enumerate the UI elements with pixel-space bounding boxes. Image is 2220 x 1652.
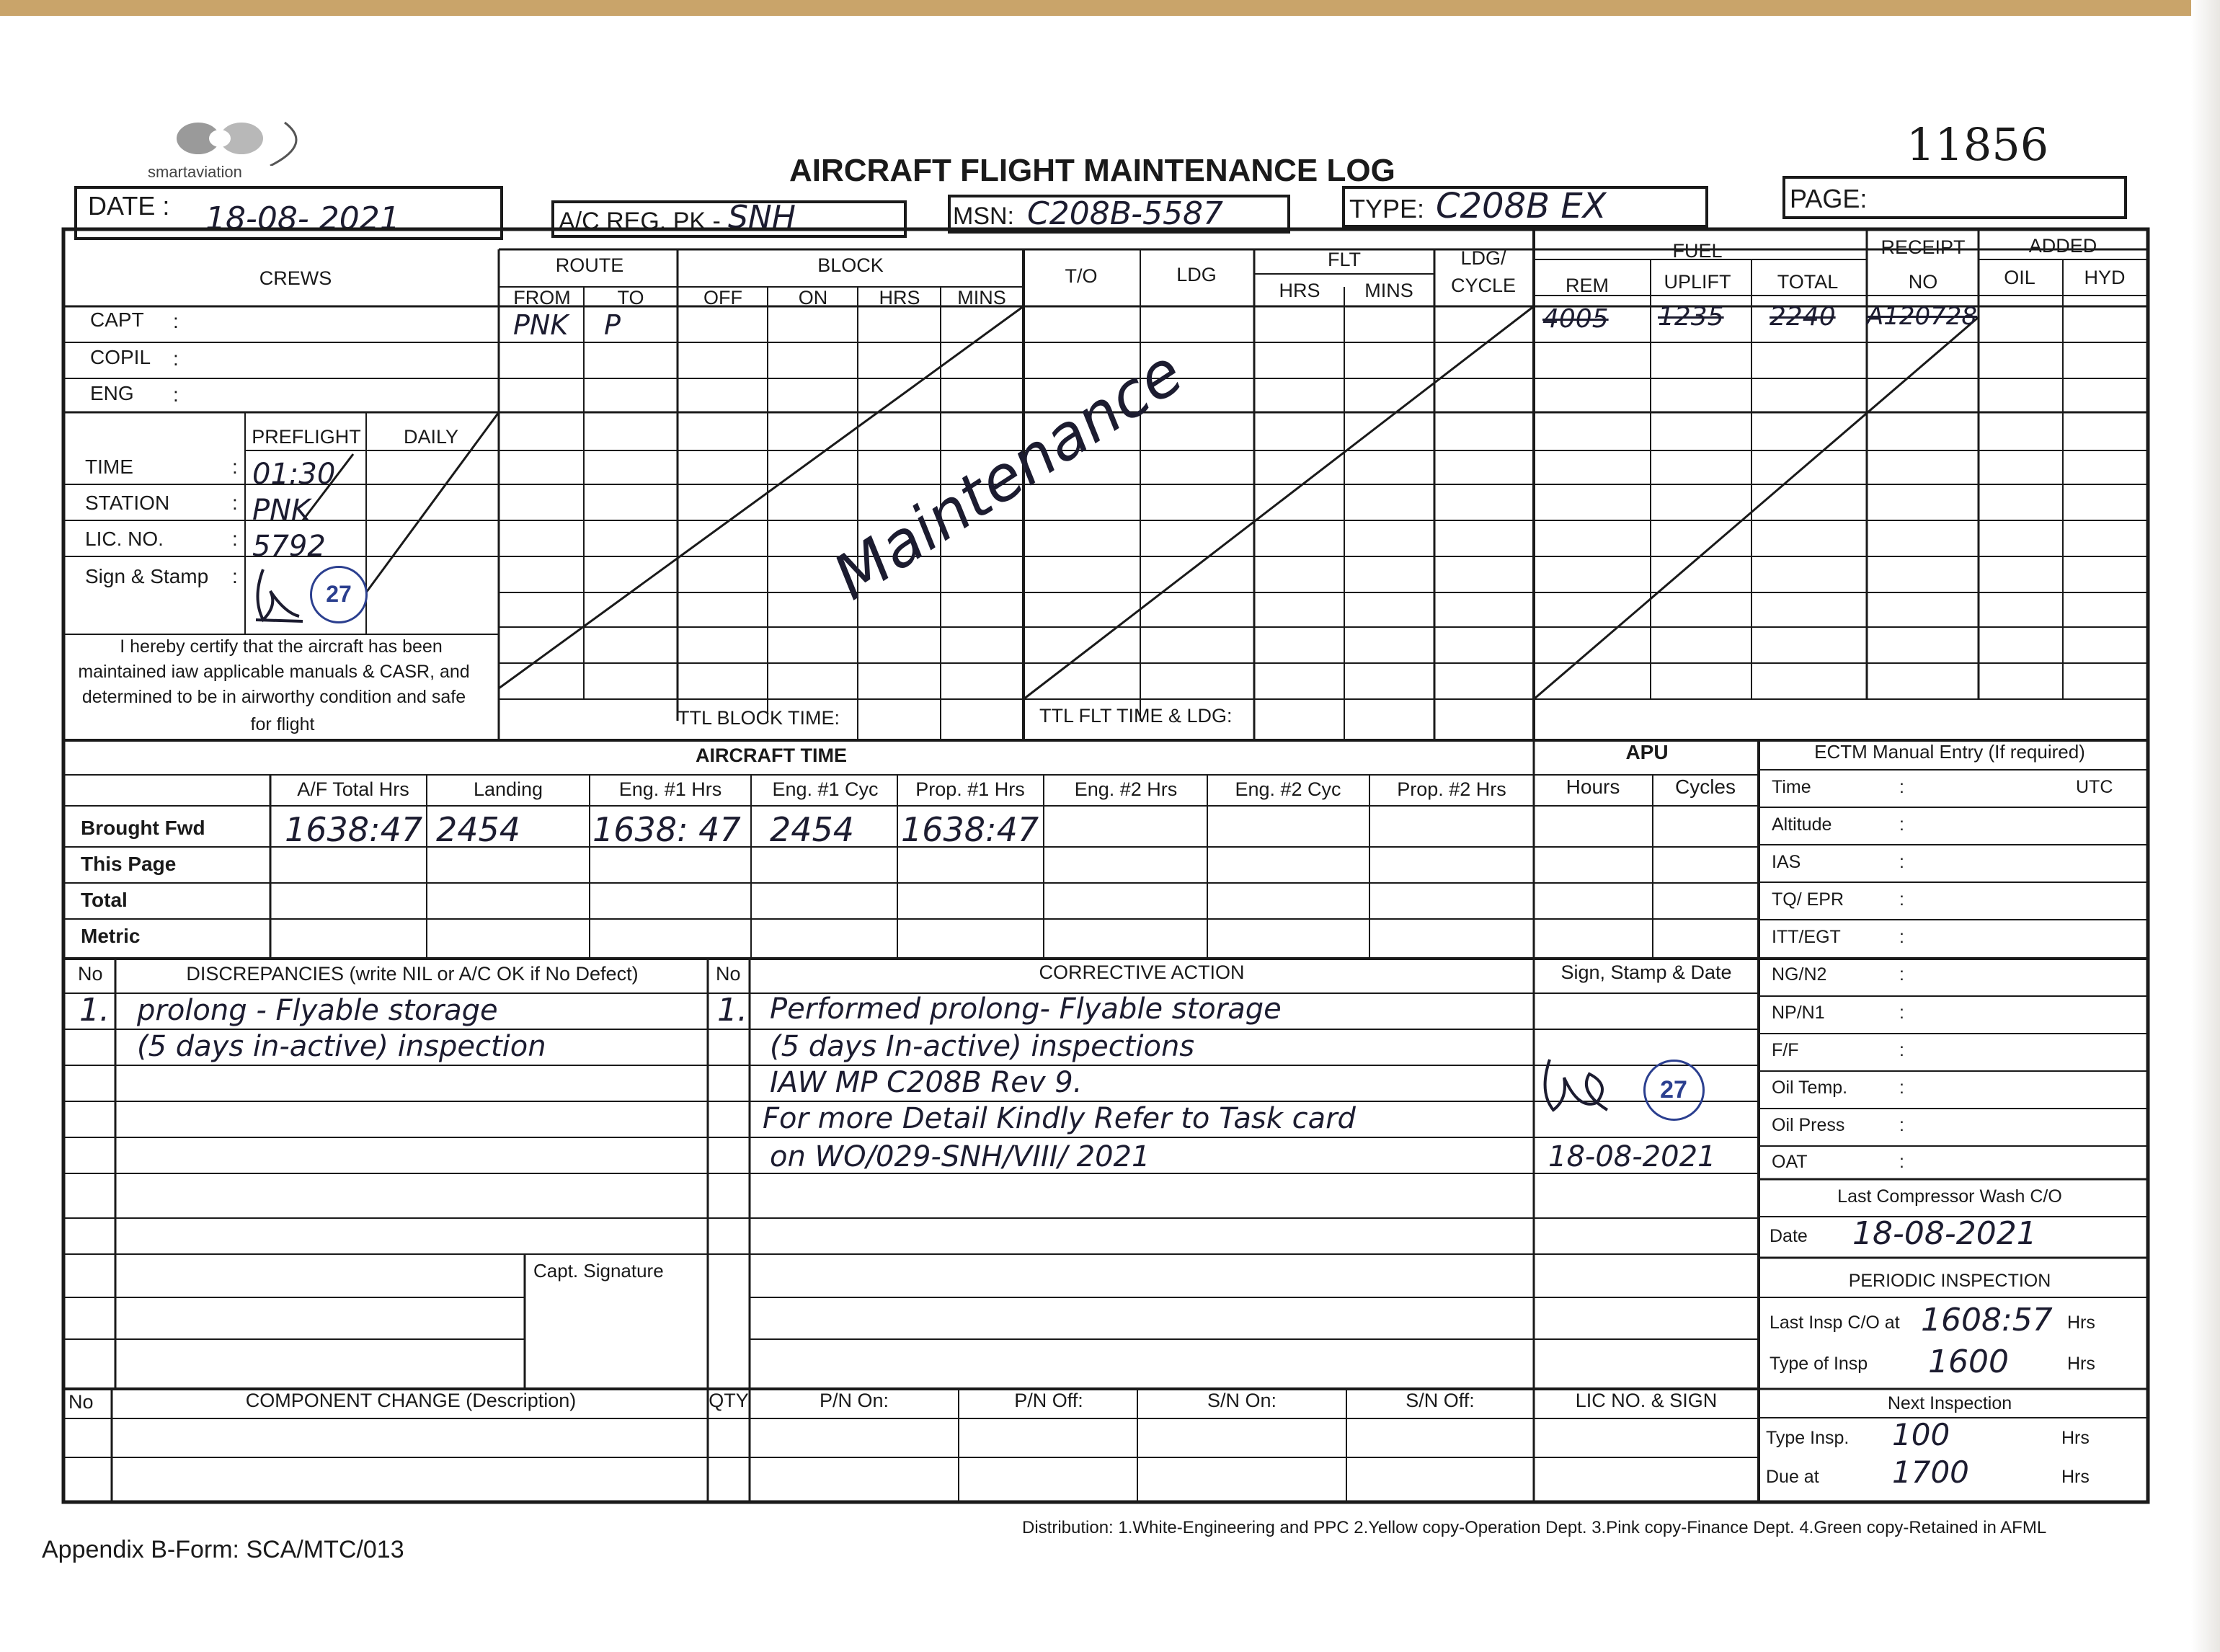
msn-value: C208B-5587 (1027, 195, 1223, 232)
last-insp-value: 1608:57 (1921, 1302, 2053, 1338)
bf-af-total: 1638:47 (285, 810, 423, 849)
capt-label: CAPT (90, 308, 144, 331)
col-eng1-hrs: Eng. #1 Hrs (618, 778, 722, 800)
eng-colon: : (173, 383, 179, 406)
receipt-value: A120728 (1867, 302, 1978, 331)
next-due-label: Due at (1766, 1467, 1819, 1487)
route-to-value: P (604, 309, 621, 341)
ectm-colon-0: : (1899, 777, 1904, 797)
preflight-colon-2: : (232, 492, 238, 514)
corrective-sign-date: 18-08-2021 (1548, 1140, 1716, 1173)
msn-label: MSN: (953, 203, 1014, 230)
comp-qty: QTY (709, 1390, 749, 1411)
block-on: ON (798, 287, 828, 308)
ectm-ias: IAS (1772, 852, 1801, 872)
ectm-colon-4: : (1899, 927, 1904, 947)
last-insp-label: Last Insp C/O at (1770, 1313, 1900, 1333)
corr-line-5: on WO/029-SNH/VIII/ 2021 (770, 1140, 1150, 1173)
certify-line-4: for flight (250, 714, 315, 734)
route-from-value: PNK (513, 309, 569, 341)
next-type-value: 100 (1892, 1417, 1950, 1452)
fuel-uplift-value: 1235 (1658, 302, 1724, 332)
apu-hours: Hours (1566, 776, 1620, 798)
eng-label: ENG (90, 382, 134, 404)
ectm-colon-9: : (1899, 1115, 1904, 1135)
ttl-block-time: TTL BLOCK TIME: (678, 707, 840, 729)
corrective-stamp-number: 27 (1660, 1076, 1687, 1103)
corrective-signature (1539, 1049, 1618, 1121)
comp-title: COMPONENT CHANGE (Description) (245, 1390, 577, 1411)
ectm-tq-epr: TQ/ EPR (1772, 889, 1844, 910)
ectm-utc: UTC (2076, 777, 2113, 797)
comp-lic: LIC NO. & SIGN (1575, 1390, 1718, 1411)
ectm-colon-8: : (1899, 1078, 1904, 1098)
distribution-label: Distribution: 1.White-Engineering and PPC 2.Yellow copy-Operation Dept. 3.Pink copy-Finance Dept. 4.Green copy-Retained in AFML (1022, 1518, 2047, 1537)
flt-hrs: HRS (1279, 280, 1320, 301)
crews-header: CREWS (259, 267, 332, 289)
apu-title: APU (1625, 741, 1669, 763)
next-inspection-title: Next Inspection (1887, 1393, 2012, 1413)
compressor-wash-title: Last Compressor Wash C/O (1837, 1186, 2062, 1207)
last-insp-hrs: Hrs (2067, 1313, 2095, 1333)
receipt-header-1: RECEIPT (1881, 236, 1966, 258)
bf-landing: 2454 (436, 810, 521, 849)
ectm-colon-1: : (1899, 814, 1904, 835)
disc-title: DISCREPANCIES (write NIL or A/C OK if No Defect) (186, 963, 639, 985)
col-eng2-hrs: Eng. #2 Hrs (1074, 778, 1178, 800)
row-total: Total (81, 889, 128, 911)
ldg-header: LDG (1176, 264, 1217, 285)
row-brought-fwd: Brought Fwd (81, 817, 205, 839)
preflight-station-value: PNK (252, 494, 311, 527)
next-due-hrs: Hrs (2061, 1467, 2090, 1487)
copil-label: COPIL (90, 346, 151, 368)
preflight-time-value: 01:30 (252, 458, 336, 491)
corr-line-2: (5 days In-active) inspections (770, 1030, 1195, 1063)
ectm-title: ECTM Manual Entry (If required) (1814, 741, 2085, 763)
fuel-header: FUEL (1672, 240, 1723, 262)
sign-label: Sign & Stamp (85, 565, 209, 587)
col-eng1-cyc: Eng. #1 Cyc (772, 778, 879, 800)
capt-signature-label: Capt. Signature (533, 1260, 664, 1282)
corr-no-header: No (716, 963, 741, 985)
copil-colon: : (173, 347, 179, 370)
flt-mins: MINS (1364, 280, 1413, 301)
maintenance-handwritten-note: Maintenance (821, 336, 1196, 614)
certify-line-3: determined to be in airworthy condition and safe (81, 687, 466, 707)
row-metric: Metric (81, 925, 141, 947)
preflight-signature (249, 562, 306, 627)
added-oil: OIL (2004, 267, 2035, 288)
fuel-total-value: 2240 (1770, 302, 1836, 332)
ectm-oat: OAT (1772, 1152, 1808, 1172)
col-eng2-cyc: Eng. #2 Cyc (1235, 778, 1341, 800)
fuel-total: TOTAL (1777, 271, 1839, 293)
disc-no-header: No (78, 963, 103, 985)
block-header: BLOCK (817, 254, 884, 276)
type-insp-hrs: Hrs (2067, 1354, 2095, 1374)
fuel-rem: REM (1566, 275, 1609, 296)
acreg-label: A/C REG. PK - (559, 208, 721, 235)
block-mins: MINS (957, 287, 1006, 308)
ldg-cycle-header-2: CYCLE (1450, 275, 1517, 296)
route-to: TO (617, 287, 644, 308)
comp-no-header: No (68, 1391, 94, 1413)
comp-pn-on: P/N On: (819, 1390, 889, 1411)
brand-name: smartaviation (148, 163, 242, 181)
col-af-total-hrs: A/F Total Hrs (297, 778, 409, 800)
daily-header: DAILY (403, 426, 459, 448)
col-prop2-hrs: Prop. #2 Hrs (1397, 778, 1506, 800)
comp-pn-off: P/N Off: (1014, 1390, 1083, 1411)
ldg-cycle-header-1: LDG/ (1460, 247, 1506, 269)
serial-number: 11856 (1906, 118, 2049, 171)
preflight-colon-3: : (232, 528, 238, 550)
corr-title: CORRECTIVE ACTION (1039, 962, 1245, 983)
date-value: 18-08- 2021 (205, 200, 400, 237)
ectm-colon-3: : (1899, 889, 1904, 910)
certify-line-2: maintained iaw applicable manuals & CASR, and (78, 662, 470, 682)
station-label: STATION (85, 492, 170, 514)
disc-item-no: 1. (79, 992, 110, 1029)
ectm-time: Time (1772, 777, 1811, 797)
corr-line-1: Performed prolong- Flyable storage (770, 992, 1282, 1026)
aircraft-time-title: AIRCRAFT TIME (696, 745, 847, 766)
type-label: TYPE: (1349, 194, 1425, 223)
route-header: ROUTE (555, 254, 624, 276)
receipt-header-2: NO (1908, 271, 1938, 293)
ectm-np-n1: NP/N1 (1772, 1003, 1825, 1023)
lic-label: LIC. NO. (85, 528, 164, 550)
row-this-page: This Page (81, 853, 177, 875)
comp-sn-off: S/N Off: (1406, 1390, 1475, 1411)
ectm-colon-6: : (1899, 1003, 1904, 1023)
certify-line-1: I hereby certify that the aircraft has been (120, 636, 443, 657)
preflight-lic-value: 5792 (252, 530, 326, 563)
added-header: ADDED (2028, 235, 2097, 257)
preflight-colon-1: : (232, 456, 238, 478)
fuel-rem-value: 4005 (1542, 304, 1609, 334)
disc-line-2: (5 days in-active) inspection (137, 1030, 546, 1063)
acreg-value: SNH (728, 199, 796, 236)
ectm-colon-5: : (1899, 964, 1904, 985)
added-hyd: HYD (2084, 267, 2126, 288)
appendix-label: Appendix B-Form: SCA/MTC/013 (42, 1536, 404, 1563)
corr-line-4: For more Detail Kindly Refer to Task card (763, 1102, 1356, 1135)
ttl-flt-time: TTL FLT TIME & LDG: (1039, 705, 1233, 727)
ectm-ff: F/F (1772, 1040, 1799, 1060)
type-value: C208B EX (1436, 186, 1607, 226)
compressor-wash-date-value: 18-08-2021 (1852, 1215, 2037, 1252)
comp-sn-on: S/N On: (1207, 1390, 1277, 1411)
ectm-altitude: Altitude (1772, 814, 1832, 835)
ectm-itt-egt: ITT/EGT (1772, 927, 1841, 947)
date-label: DATE : (88, 191, 170, 221)
type-insp-label: Type of Insp (1770, 1354, 1868, 1374)
block-off: OFF (703, 287, 742, 308)
flt-header: FLT (1328, 249, 1361, 270)
next-type-hrs: Hrs (2061, 1428, 2090, 1448)
sign-stamp-date-header: Sign, Stamp & Date (1560, 962, 1732, 983)
next-type-label: Type Insp. (1766, 1428, 1850, 1448)
ectm-colon-10: : (1899, 1152, 1904, 1172)
ectm-oil-temp: Oil Temp. (1772, 1078, 1848, 1098)
preflight-colon-4: : (232, 565, 238, 587)
compressor-wash-date-label: Date (1770, 1226, 1808, 1246)
type-insp-value: 1600 (1928, 1344, 2009, 1380)
to-header: T/O (1065, 265, 1098, 287)
bf-eng1-hrs: 1638: 47 (592, 810, 741, 849)
bf-eng1-cyc: 2454 (770, 810, 855, 849)
apu-cycles: Cycles (1674, 776, 1736, 798)
ectm-colon-2: : (1899, 852, 1904, 872)
preflight-header: PREFLIGHT (252, 426, 361, 448)
disc-line-1: prolong - Flyable storage (137, 994, 498, 1027)
fuel-uplift: UPLIFT (1664, 271, 1731, 293)
ectm-ng-n2: NG/N2 (1772, 964, 1827, 985)
ectm-colon-7: : (1899, 1040, 1904, 1060)
page-label: PAGE: (1790, 184, 1868, 213)
time-label: TIME (85, 456, 133, 478)
bf-prop1-hrs: 1638:47 (901, 810, 1039, 849)
capt-colon: : (173, 310, 179, 332)
periodic-title: PERIODIC INSPECTION (1848, 1271, 2051, 1291)
corr-item-no: 1. (717, 992, 747, 1029)
block-hrs: HRS (879, 287, 920, 308)
ectm-oil-press: Oil Press (1772, 1115, 1845, 1135)
corr-line-3: IAW MP C208B Rev 9. (770, 1066, 1083, 1099)
route-from: FROM (513, 287, 571, 308)
col-landing: Landing (473, 778, 543, 800)
preflight-stamp-number: 27 (326, 581, 352, 607)
next-due-value: 1700 (1892, 1455, 1969, 1490)
col-prop1-hrs: Prop. #1 Hrs (915, 778, 1025, 800)
page-title: AIRCRAFT FLIGHT MAINTENANCE LOG (789, 153, 1395, 188)
